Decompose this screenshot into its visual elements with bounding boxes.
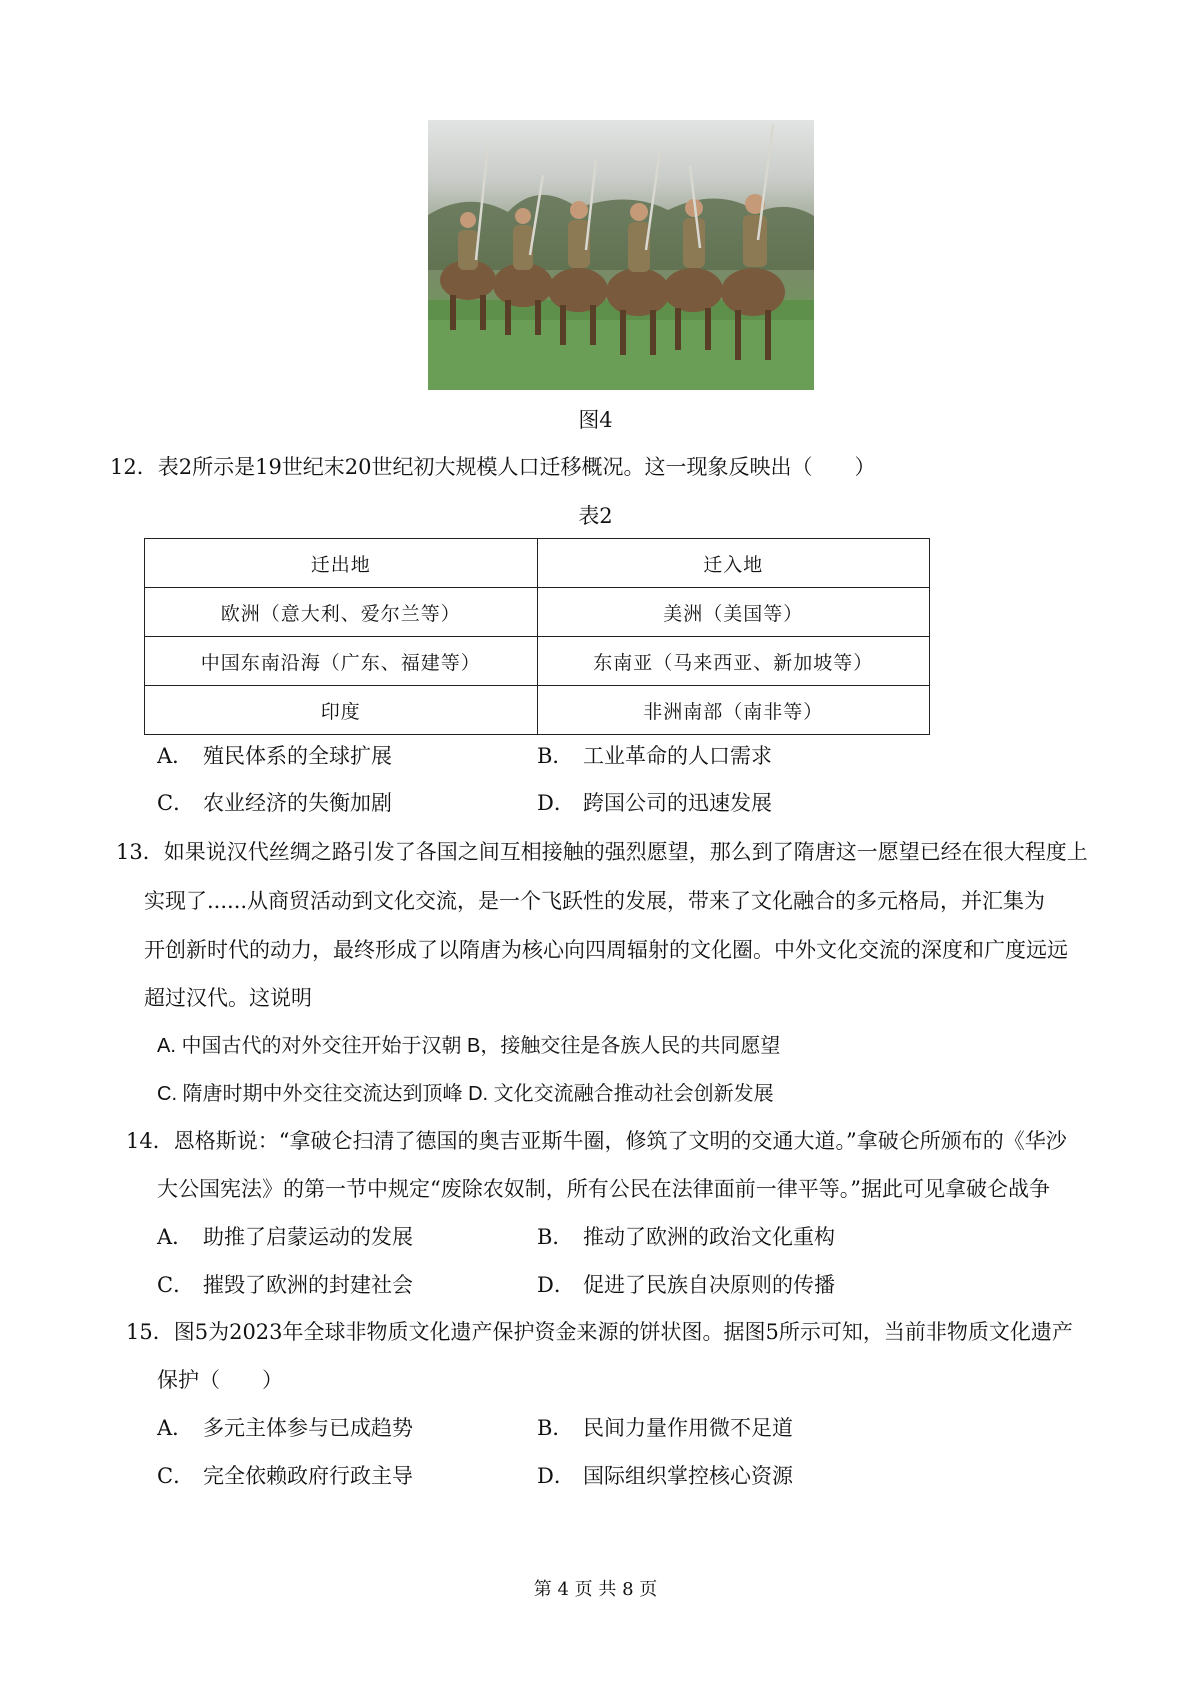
q12-option-c[interactable] (157, 788, 392, 818)
table-header-row (145, 539, 930, 588)
q13-options-ab[interactable]: A. 中国古代的对外交往开始于汉朝 B，接触交往是各族人民的共同愿望 (157, 1035, 781, 1057)
q14-option-b[interactable] (537, 1222, 835, 1252)
option-text: 摧毁了欧洲的封建社会 (203, 1273, 413, 1297)
option-letter: B． (537, 1225, 574, 1249)
figure-4-caption: 图4 (578, 408, 613, 432)
question-13-line: 超过汉代。这说明 (144, 986, 312, 1010)
table-2-caption: 表2 (578, 504, 613, 528)
question-12-stem: 12．表2所示是19世纪末20世纪初大规模人口迁移概况。这一现象反映出（ ） (110, 455, 876, 479)
question-13-line: 实现了......从商贸活动到文化交流，是一个飞跃性的发展，带来了文化融合的多元格局，并汇集为 (144, 889, 1046, 913)
page-number: 第 4 页 共 8 页 (533, 1579, 658, 1600)
cavalry-photo (428, 120, 814, 390)
q14-option-a[interactable] (157, 1222, 413, 1252)
option-text: 跨国公司的迅速发展 (583, 791, 772, 815)
q14-option-d[interactable] (537, 1270, 835, 1300)
q15-option-a[interactable] (157, 1413, 413, 1443)
option-text: 完全依赖政府行政主导 (203, 1464, 413, 1488)
question-14-line: 14．恩格斯说：“拿破仑扫清了德国的奥吉亚斯牛圈，修筑了文明的交通大道。”拿破仑所颁布的《华沙 (126, 1129, 1067, 1153)
option-text: 推动了欧洲的政治文化重构 (583, 1225, 835, 1249)
question-13-line: 开创新时代的动力，最终形成了以隋唐为核心向四周辐射的文化圈。中外文化交流的深度和广度远远 (144, 938, 1068, 962)
option-letter: D． (537, 1273, 575, 1297)
table-row (145, 588, 930, 637)
option-text: 助推了启蒙运动的发展 (203, 1225, 413, 1249)
option-letter: B． (537, 744, 574, 768)
q14-option-c[interactable] (157, 1270, 413, 1300)
option-letter: C． (157, 791, 195, 815)
option-letter: D． (537, 1464, 575, 1488)
q12-option-d[interactable] (537, 788, 772, 818)
table-cell: 中国东南沿海（广东、福建等） (145, 637, 538, 686)
table-row (145, 637, 930, 686)
cavalry-photo-icon (428, 120, 814, 390)
option-text: 国际组织掌控核心资源 (583, 1464, 793, 1488)
option-text: 多元主体参与已成趋势 (203, 1416, 413, 1440)
option-text: 农业经济的失衡加剧 (203, 791, 392, 815)
table-header-cell: 迁出地 (145, 539, 538, 588)
table-cell: 非洲南部（南非等） (537, 686, 930, 735)
option-text: 殖民体系的全球扩展 (203, 744, 392, 768)
option-letter: A． (157, 1416, 194, 1440)
q12-option-b[interactable] (537, 741, 772, 771)
option-letter: C． (157, 1464, 195, 1488)
q13-options-cd[interactable]: C. 隋唐时期中外交往交流达到顶峰 D. 文化交流融合推动社会创新发展 (157, 1083, 774, 1105)
q15-option-b[interactable] (537, 1413, 793, 1443)
question-15-line: 保护（ ） (157, 1368, 283, 1392)
table-row (145, 686, 930, 735)
q12-option-a[interactable] (157, 741, 392, 771)
option-text: 工业革命的人口需求 (583, 744, 772, 768)
q15-option-c[interactable] (157, 1461, 413, 1491)
option-letter: D． (537, 791, 575, 815)
option-letter: A． (157, 744, 194, 768)
table-cell: 欧洲（意大利、爱尔兰等） (145, 588, 538, 637)
table-cell: 美洲（美国等） (537, 588, 930, 637)
option-letter: A． (157, 1225, 194, 1249)
option-text: 民间力量作用微不足道 (583, 1416, 793, 1440)
question-14-line: 大公国宪法》的第一节中规定“废除农奴制，所有公民在法律面前一律平等。”据此可见拿破仑战争 (157, 1177, 1050, 1201)
q15-option-d[interactable] (537, 1461, 793, 1491)
option-letter: C． (157, 1273, 195, 1297)
migration-table (144, 538, 930, 735)
table-header-cell: 迁入地 (537, 539, 930, 588)
question-13-line: 13．如果说汉代丝绸之路引发了各国之间互相接触的强烈愿望，那么到了隋唐这一愿望已经在很大程度上 (116, 840, 1088, 864)
table-cell: 印度 (145, 686, 538, 735)
table-cell: 东南亚（马来西亚、新加坡等） (537, 637, 930, 686)
option-letter: B． (537, 1416, 574, 1440)
option-text: 促进了民族自决原则的传播 (583, 1273, 835, 1297)
question-15-line: 15．图5为2023年全球非物质文化遗产保护资金来源的饼状图。据图5所示可知，当前非物质文化遗产 (126, 1320, 1073, 1344)
